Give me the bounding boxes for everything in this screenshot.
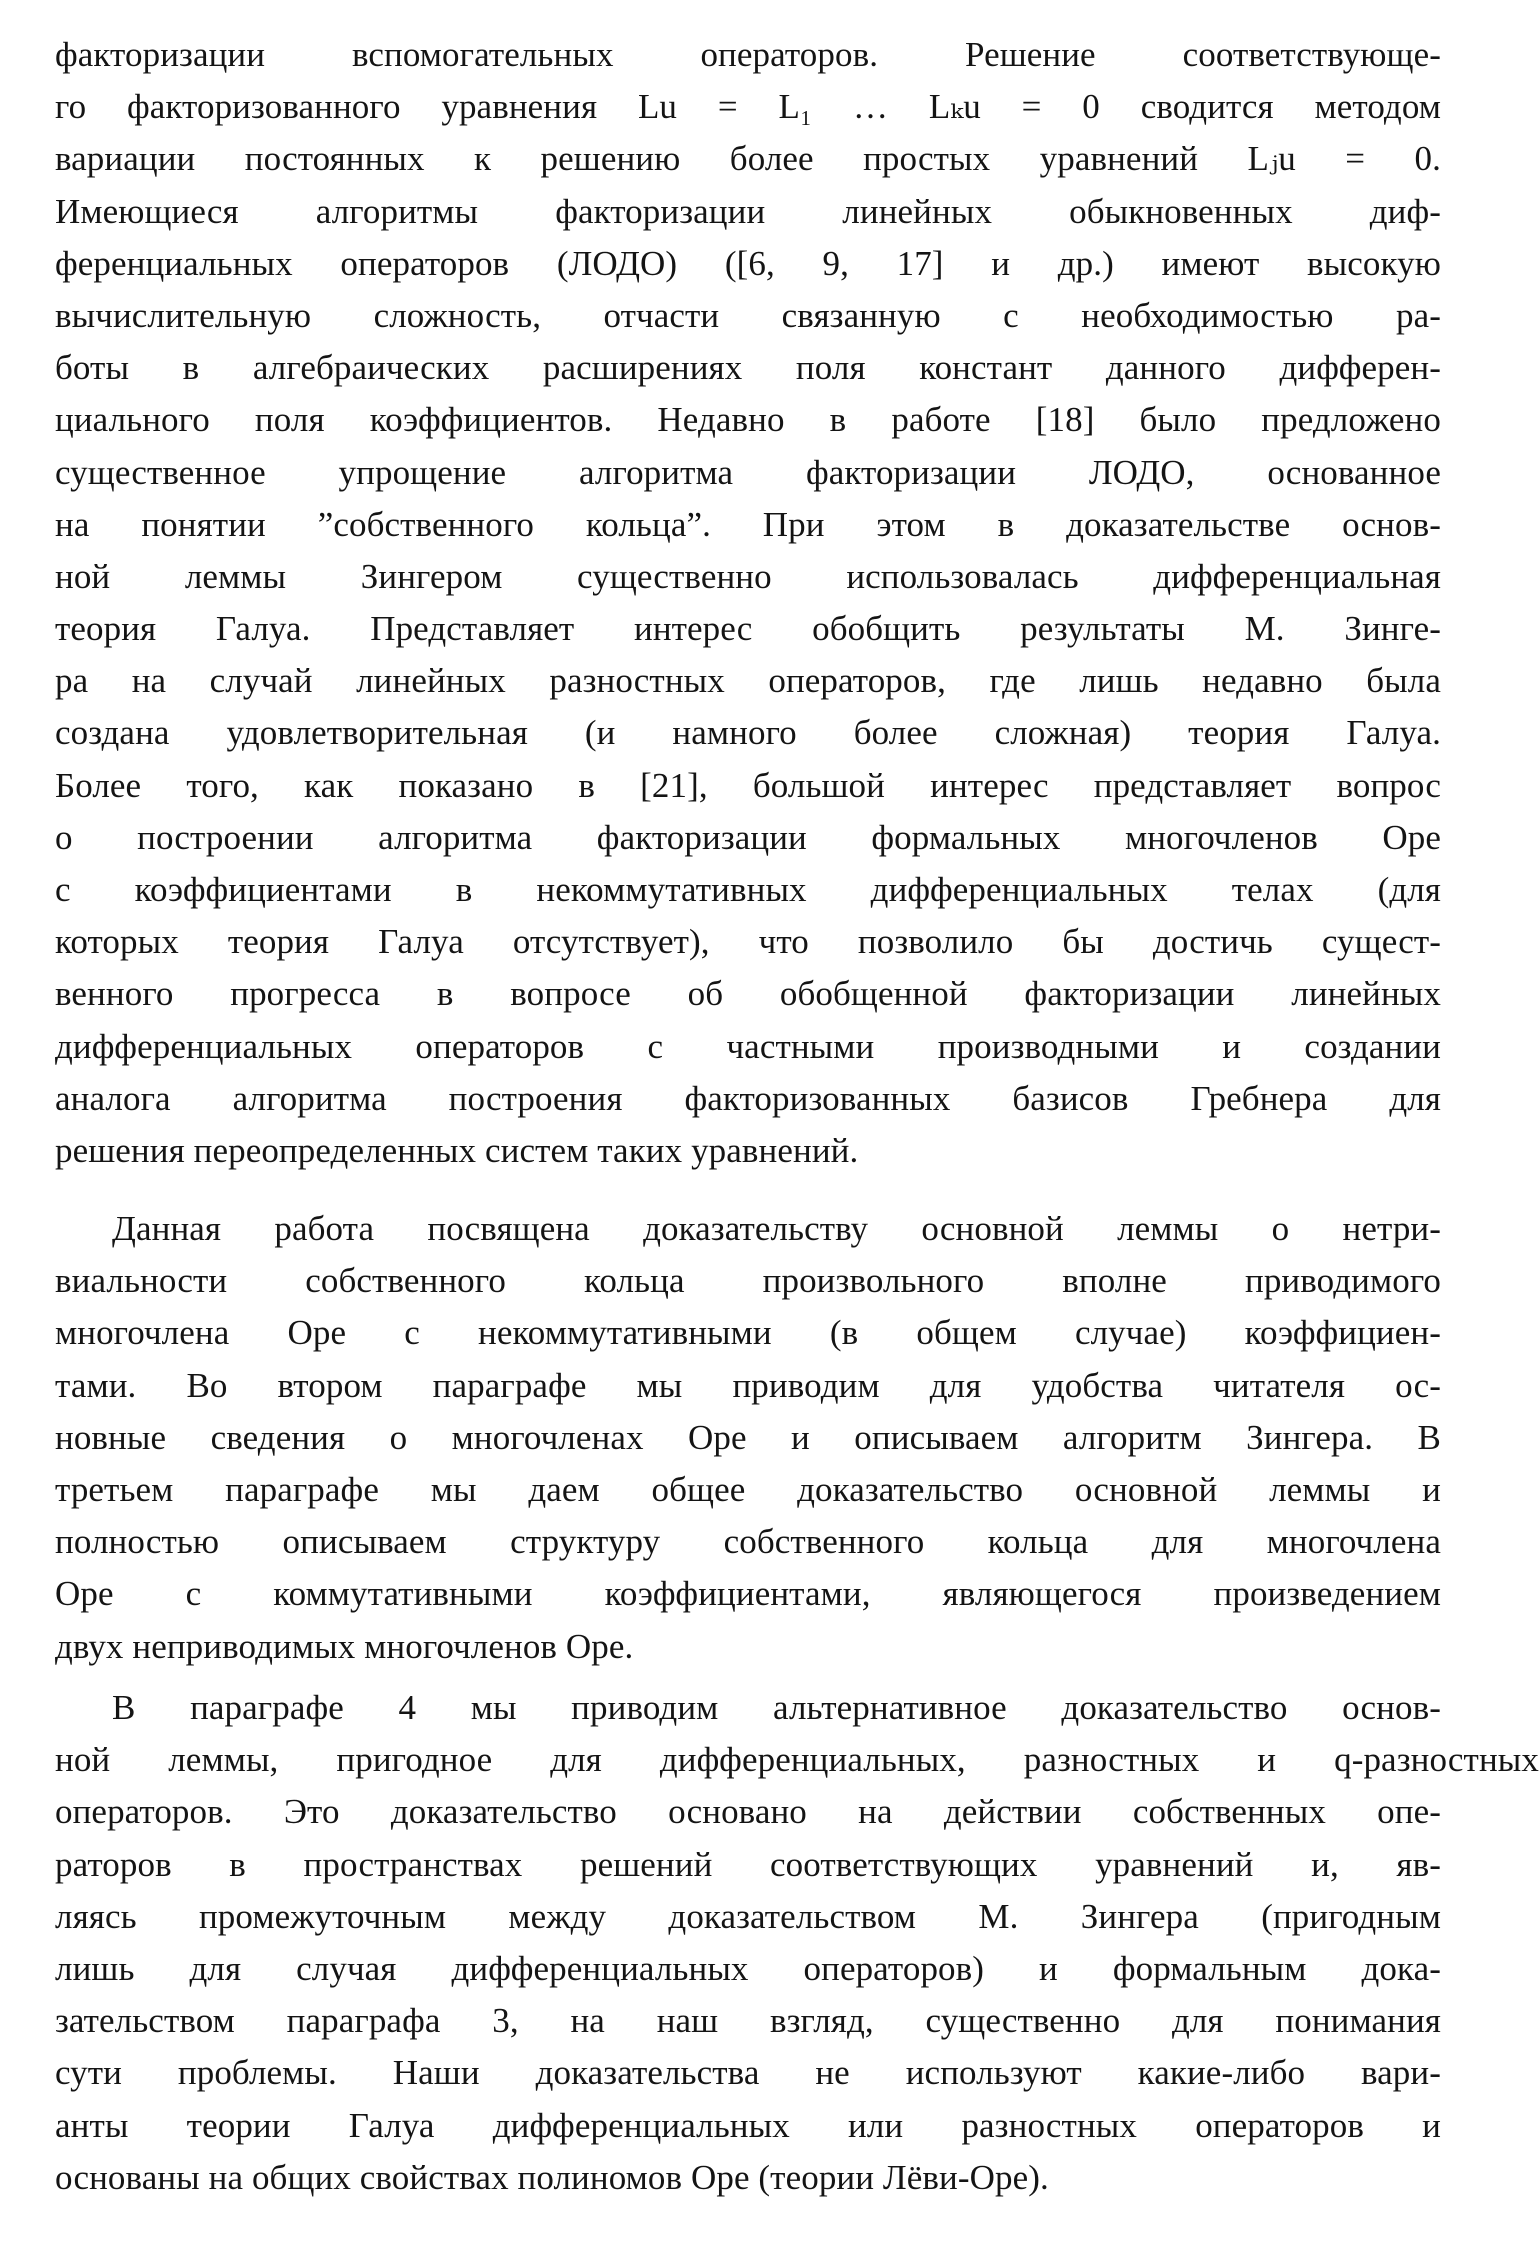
text-line: операторов. Это доказательство основано на действии собственных опе- bbox=[55, 1792, 1441, 1832]
text-line: факторизации вспомогательных операторов. Решение соответствующе- bbox=[55, 35, 1441, 74]
text-line: решения переопределенных систем таких уравнений. bbox=[55, 1130, 859, 1170]
text-line: с коэффициентами в некоммутативных дифференциальных телах (для bbox=[55, 870, 1441, 909]
text-line: Оре с коммутативными коэффициентами, являющегося произведением bbox=[55, 1574, 1441, 1614]
text-line: на понятии ”собственного кольца”. При этом в доказательстве основ- bbox=[55, 504, 1441, 544]
text-line: ляясь промежуточным между доказательством М. Зингера (пригодным bbox=[55, 1896, 1441, 1936]
text-line: создана удовлетворительная (и намного более сложная) теория Галуа. bbox=[55, 713, 1441, 753]
text-line: тами. Во втором параграфе мы приводим для удобства читателя ос- bbox=[55, 1365, 1441, 1405]
text-line: Имеющиеся алгоритмы факторизации линейных обыкновенных диф- bbox=[55, 191, 1441, 231]
text-line: ра на случай линейных разностных операторов, где лишь недавно была bbox=[55, 661, 1441, 701]
text-line: боты в алгебраических расширениях поля констант данного дифферен- bbox=[55, 348, 1441, 388]
text-line: ференциальных операторов (ЛОДО) ([6, 9, 17] и др.) имеют высокую bbox=[55, 243, 1441, 283]
text-line: вычислительную сложность, отчасти связанную с необходимостью ра- bbox=[55, 295, 1441, 335]
text-line: виальности собственного кольца произвольного вполне приводимого bbox=[55, 1261, 1441, 1301]
text-line: анты теории Галуа дифференциальных или разностных операторов и bbox=[55, 2105, 1441, 2145]
text-line: ной леммы, пригодное для дифференциальных, разностных и q-разностных bbox=[55, 1740, 1539, 1780]
text-line: сути проблемы. Наши доказательства не используют какие-либо вари- bbox=[55, 2053, 1441, 2093]
text-line: лишь для случая дифференциальных операторов) и формальным дока- bbox=[55, 1948, 1441, 1988]
text-line: полностью описываем структуру собственного кольца для многочлена bbox=[55, 1522, 1441, 1562]
text-line: основаны на общих свойствах полиномов Оре (теории Лёви-Оре). bbox=[55, 2157, 1049, 2197]
text-line: венного прогресса в вопросе об обобщенной факторизации линейных bbox=[55, 974, 1441, 1014]
text-line: дифференциальных операторов с частными производными и создании bbox=[55, 1026, 1441, 1066]
text-line: многочлена Оре с некоммутативными (в общем случае) коэффициен- bbox=[55, 1313, 1441, 1353]
text-line: аналога алгоритма построения факторизованных базисов Гребнера для bbox=[55, 1078, 1441, 1118]
text-line: циального поля коэффициентов. Недавно в работе [18] было предложено bbox=[55, 400, 1441, 440]
text-line: о построении алгоритма факторизации формальных многочленов Оре bbox=[55, 817, 1441, 857]
text-line: существенное упрощение алгоритма факторизации ЛОДО, основанное bbox=[55, 452, 1441, 492]
text-line: двух неприводимых многочленов Оре. bbox=[55, 1626, 634, 1666]
text-line: ной леммы Зингером существенно использовалась дифференциальная bbox=[55, 556, 1441, 596]
text-line: которых теория Галуа отсутствует), что позволило бы достичь сущест- bbox=[55, 922, 1441, 962]
text-line: Более того, как показано в [21], большой интерес представляет вопрос bbox=[55, 765, 1441, 805]
paragraph-intro bbox=[55, 29, 1441, 1177]
text-line: зательством параграфа 3, на наш взгляд, существенно для понимания bbox=[55, 2001, 1441, 2041]
paragraph-third bbox=[55, 1682, 1539, 2204]
text-line: В параграфе 4 мы приводим альтернативное доказательство основ- bbox=[112, 1688, 1441, 1727]
text-line: третьем параграфе мы даем общее доказательство основной леммы и bbox=[55, 1469, 1441, 1509]
text-line: Данная работа посвящена доказательству основной леммы о нетри- bbox=[112, 1209, 1441, 1248]
text-line: вариации постоянных к решению более простых уравнений Lⱼu = 0. bbox=[55, 139, 1441, 179]
text-line: новные сведения о многочленах Оре и описываем алгоритм Зингера. В bbox=[55, 1417, 1441, 1457]
text-line: теория Галуа. Представляет интерес обобщить результаты М. Зинге- bbox=[55, 609, 1441, 649]
paragraph-second bbox=[55, 1203, 1441, 1673]
text-line: го факторизованного уравнения Lu = L₁ … Lₖu = 0 сводится методом bbox=[55, 87, 1441, 127]
text-line: раторов в пространствах решений соответствующих уравнений и, яв- bbox=[55, 1844, 1441, 1884]
